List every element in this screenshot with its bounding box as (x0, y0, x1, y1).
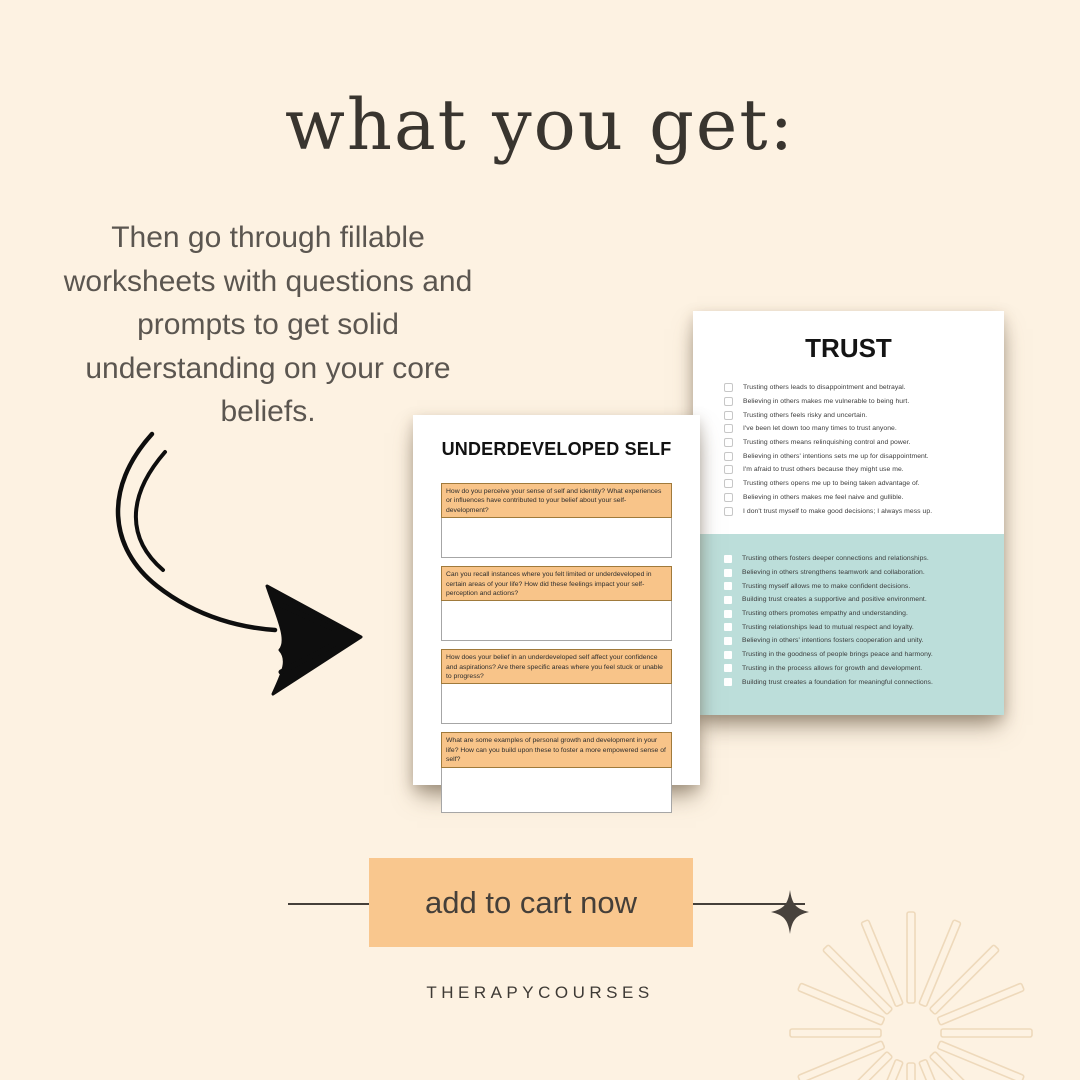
question-block (441, 566, 672, 641)
sunburst-icon (758, 888, 1064, 1080)
checklist-item (724, 634, 996, 648)
question-block (441, 649, 672, 724)
checklist-item (724, 620, 996, 634)
checklist-item (724, 579, 996, 593)
checklist-item-label: I've been let down too many times to trust anyone. (743, 425, 897, 433)
checklist-item (724, 463, 994, 477)
checklist-item-label: Building trust creates a foundation for meaningful connections. (742, 678, 933, 686)
cta-divider-left (288, 903, 369, 905)
checklist-item-label: I don't trust myself to make good decisions; I always mess up. (743, 507, 933, 515)
checklist-item (724, 491, 994, 505)
checklist-item-label: Trusting others opens me up to being taken advantage of. (743, 480, 920, 488)
checklist-item (724, 504, 994, 518)
question-prompt: How do you perceive your sense of self and identity? What experiences or influences have contributed to your belief about your self-development? (441, 483, 672, 518)
checklist-item (724, 395, 994, 409)
checklist-item-label: Trusting others fosters deeper connections and relationships. (742, 555, 929, 563)
question-blocks (441, 483, 672, 821)
worksheet-underdeveloped-self-title: UNDERDEVELOPED SELF (441, 439, 672, 459)
checkbox-icon (724, 623, 732, 631)
checkbox-icon (724, 383, 733, 392)
checklist-item (724, 436, 994, 450)
checkbox-icon (724, 596, 732, 604)
question-prompt: Can you recall instances where you felt limited or underdeveloped in certain areas of your life? How did these feelings impact your self-perception and actions? (441, 566, 672, 601)
checklist-item-label: Believing in others makes me feel naive and gullible. (743, 493, 904, 501)
checkbox-icon (724, 452, 733, 461)
checkbox-icon (724, 555, 732, 563)
checklist-item (724, 449, 994, 463)
checkbox-icon (724, 424, 733, 433)
checkbox-icon (724, 569, 732, 577)
checkbox-icon (724, 664, 732, 672)
checkbox-icon (724, 438, 733, 447)
checklist-item-label: I'm afraid to trust others because they might use me. (743, 466, 904, 474)
checklist-item-label: Trusting others means relinquishing control and power. (743, 439, 911, 447)
checkbox-icon (724, 411, 733, 420)
checklist-item (724, 648, 996, 662)
checkbox-icon (724, 582, 732, 590)
checkbox-icon (724, 507, 733, 516)
checklist-item-label: Trusting others feels risky and uncertain. (743, 411, 868, 419)
question-prompt: How does your belief in an underdeveloped self affect your confidence and aspirations? Are there specific areas where you feel stuck or unable to progress? (441, 649, 672, 684)
empowering-beliefs-section (693, 534, 1004, 715)
answer-box (441, 518, 672, 558)
checklist-item (724, 381, 994, 395)
checklist-item (724, 662, 996, 676)
answer-box (441, 684, 672, 724)
checklist-item-label: Trusting relationships lead to mutual respect and loyalty. (742, 623, 914, 631)
worksheet-underdeveloped-self (413, 415, 700, 785)
checkbox-icon (724, 637, 732, 645)
checklist-item (724, 408, 994, 422)
worksheet-trust (693, 311, 1004, 715)
checklist-item-label: Trusting in the goodness of people brings peace and harmony. (742, 651, 933, 659)
page-title: what you get: (284, 84, 796, 166)
checklist-item (724, 593, 996, 607)
worksheet-trust-title: TRUST (805, 333, 892, 363)
checklist-item (724, 566, 996, 580)
intro-text: Then go through fillable worksheets with questions and prompts to get solid understanding on your core beliefs. (63, 221, 473, 428)
checkbox-icon (724, 493, 733, 502)
checklist-item-label: Believing in others strengthens teamwork and collaboration. (742, 569, 925, 577)
limiting-beliefs-list (724, 381, 994, 518)
question-prompt: What are some examples of personal growth and development in your life? How can you build upon these to foster a more empowered sense of self? (441, 732, 672, 767)
question-block (441, 483, 672, 558)
checkbox-icon (724, 651, 732, 659)
question-block (441, 732, 672, 812)
checkbox-icon (724, 479, 733, 488)
checklist-item-label: Believing in others makes me vulnerable to being hurt. (743, 398, 910, 406)
checklist-item-label: Believing in others' intentions fosters cooperation and unity. (742, 637, 924, 645)
checklist-item (724, 422, 994, 436)
empowering-beliefs-list (693, 534, 1004, 689)
checklist-item (724, 552, 996, 566)
checkbox-icon (724, 465, 733, 474)
checklist-item-label: Trusting in the process allows for growth and development. (742, 664, 923, 672)
answer-box (441, 601, 672, 641)
checklist-item (724, 675, 996, 689)
checklist-item-label: Believing in others' intentions sets me up for disappointment. (743, 452, 929, 460)
brand-name: THERAPYCOURSES (426, 983, 654, 1002)
add-to-cart-button[interactable]: add to cart now (369, 858, 693, 947)
checkbox-icon (724, 678, 732, 686)
checklist-item (724, 477, 994, 491)
checklist-item-label: Trusting others leads to disappointment and betrayal. (743, 384, 906, 392)
checklist-item (724, 607, 996, 621)
checkbox-icon (724, 397, 733, 406)
doodle-arrow-icon (95, 420, 370, 705)
checklist-item-label: Trusting others promotes empathy and understanding. (742, 610, 908, 618)
checklist-item-label: Trusting myself allows me to make confident decisions. (742, 582, 911, 590)
answer-box (441, 768, 672, 813)
checkbox-icon (724, 610, 732, 618)
checklist-item-label: Building trust creates a supportive and positive environment. (742, 596, 927, 604)
